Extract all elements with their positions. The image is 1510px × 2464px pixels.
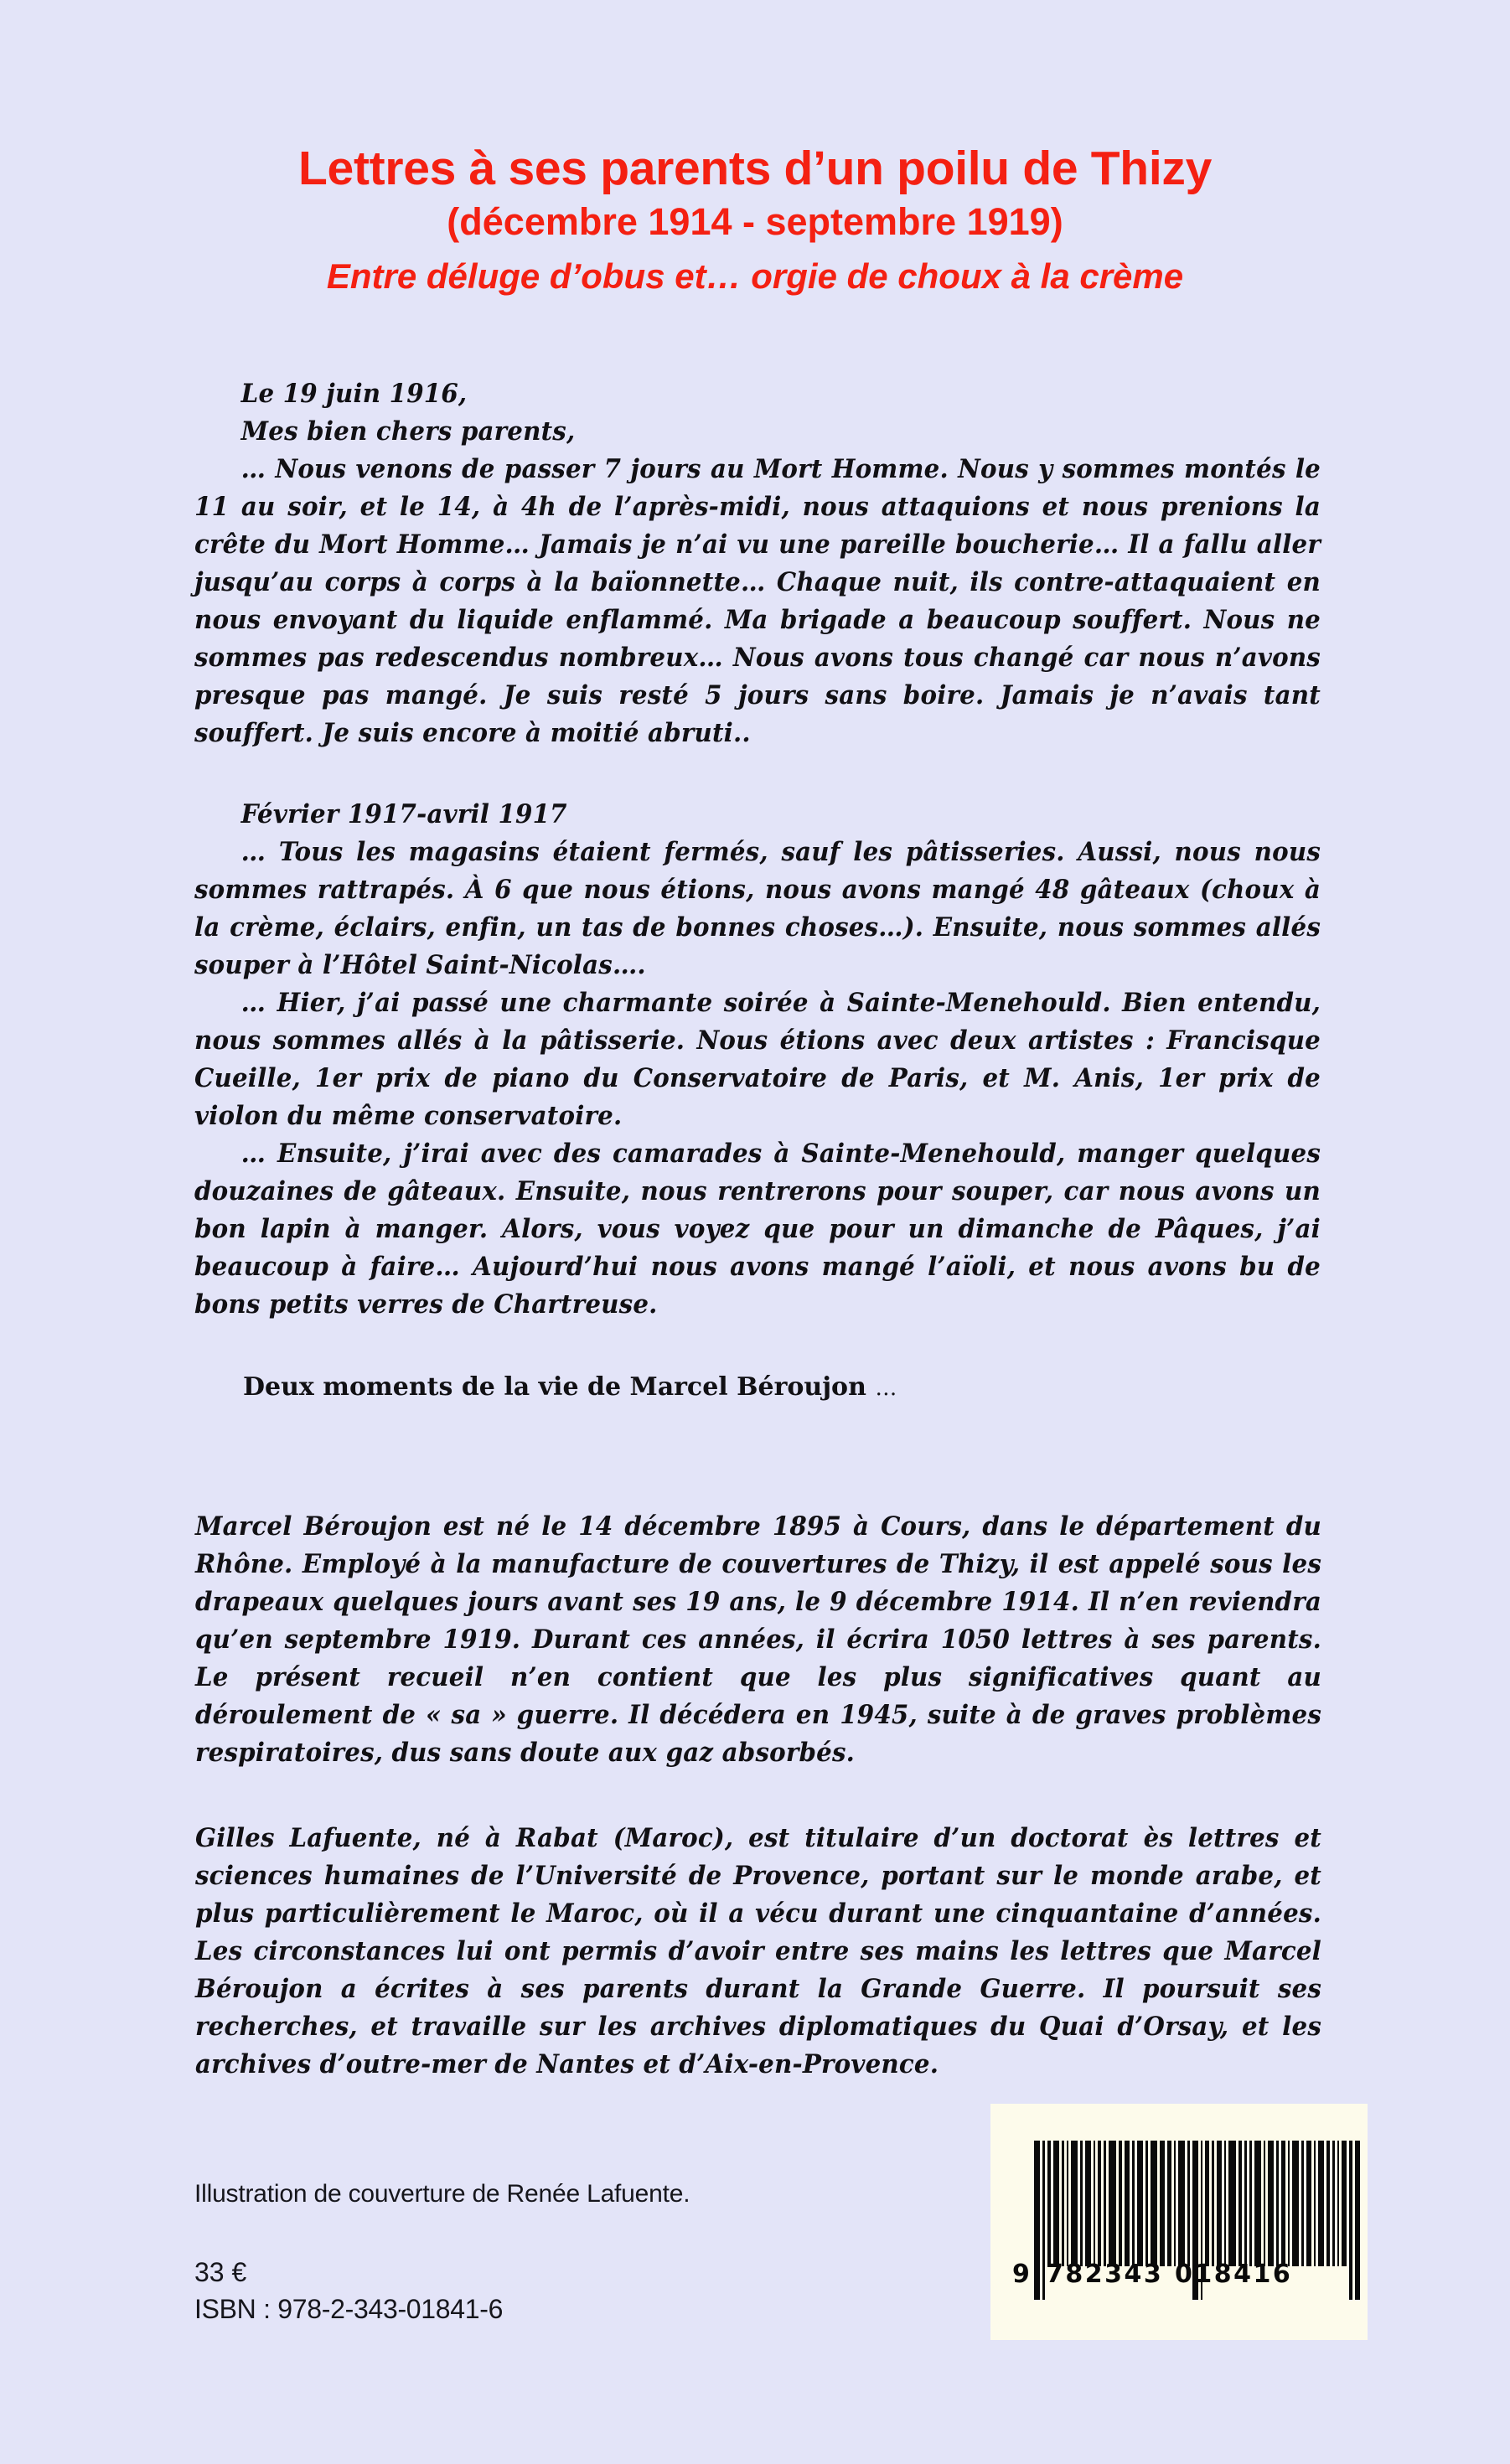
isbn-label: ISBN : 978-2-343-01841-6 xyxy=(194,2294,504,2324)
price-label: 33 € xyxy=(194,2257,247,2287)
barcode-digit-group-left: 9 xyxy=(1012,2260,1032,2289)
biography-subject xyxy=(195,1508,1368,1772)
letter1-body: … Nous venons de passer 7 jours au Mort Homme. Nous y sommes montés le 11 au soir, et le 14, à 4h de l’après-midi, nous attaquions et nous prenions la crête du Mort Homme… Jamais je n’ai vu une pareille boucherie… Il a fallu aller jusqu’au corps à corps à la baïonnette… Chaque nuit, ils contre-attaquaient en nous envoyant du liquide enflammé. Ma brigade a beaucoup souffert. Nous ne sommes pas redescendus nombreux… Nous avons tous changé car nous n’avons presque pas mangé. Je suis resté 5 jours sans boire. Jamais je n’avais tant souffert. Je suis encore à moitié abruti.. xyxy=(194,454,1321,748)
illustration-credit: Illustration de couverture de Renée Lafuente. xyxy=(194,2180,690,2208)
letters-caption-text: Deux moments de la vie de Marcel Béroujon xyxy=(243,1372,866,1402)
title-tagline: Entre déluge d’obus et… orgie de choux à la crème xyxy=(326,256,1184,297)
barcode-bars xyxy=(1034,2141,1363,2266)
letter2-paragraph-2: … Hier, j’ai passé une charmante soirée à Sainte-Menehould. Bien entendu, nous sommes allés à la pâtisserie. Nous étions avec deux artistes : Francisque Cueille, 1er prix de piano du Conservatoire de Paris, et M. Anis, 1er prix de violon du même conservatoire. xyxy=(194,988,1321,1131)
letter1-salutation: Mes bien chers parents, xyxy=(240,416,576,447)
biography-editor-text: Gilles Lafuente, né à Rabat (Maroc), est titulaire d’un doctorat ès lettres et sciences humaines de l’Université de Provence, portant sur le monde arabe, et plus particulièrement le Maroc, où il a vécu durant une cinquantaine d’années. Les circonstances lui ont permis d’avoir entre ses mains les lettres que Marcel Béroujon a écrites à ses parents durant la Grande Guerre. Il poursuit ses recherches, et travaille sur les archives diplomatiques du Quai d’Orsay, et les archives d’outre-mer de Nantes et d’Aix-en-Provence. xyxy=(195,1823,1321,2079)
page-title: Lettres à ses parents d’un poilu de Thizy xyxy=(298,142,1212,195)
barcode-digit-group-mid: 782343 xyxy=(1046,2260,1164,2289)
barcode-digit-group-right: 018416 xyxy=(1175,2260,1293,2289)
letter2-paragraph-3: … Ensuite, j’irai avec des camarades à Sainte-Menehould, manger quelques douzaines de gâteaux. Ensuite, nous rentrerons pour souper, car nous avons un bon lapin à manger. Alors, vous voyez que pour un dimanche de Pâques, j’ai beaucoup à faire… Aujourd’hui nous avons mangé l’aïoli, et nous avons bu de bons petits verres de Chartreuse. xyxy=(194,1139,1321,1320)
letters-caption-ellipsis: … xyxy=(875,1376,897,1401)
footer-block xyxy=(194,2178,690,2326)
letter2-date: Février 1917-avril 1917 xyxy=(240,799,567,829)
biography-editor xyxy=(195,1820,1368,2084)
barcode-panel xyxy=(990,2104,1368,2340)
letter2-paragraph-1: … Tous les magasins étaient fermés, sauf les pâtisseries. Aussi, nous nous sommes rattrapés. À 6 que nous étions, nous avons mangé 48 gâteaux (choux à la crème, éclairs, enfin, un tas de bonnes choses…). Ensuite, nous sommes allés souper à l’Hôtel Saint-Nicolas…. xyxy=(194,837,1321,980)
letters-caption xyxy=(243,1371,897,1405)
biography-subject-text: Marcel Béroujon est né le 14 décembre 1895 à Cours, dans le département du Rhône. Employé à la manufacture de couvertures de Thizy, il est appelé sous les drapeaux quelques jours avant ses 19 ans, le 9 décembre 1914. Il n’en reviendra qu’en septembre 1919. Durant ces années, il écrira 1050 lettres à ses parents. Le présent recueil n’en contient que les plus significatives quant au déroulement de « sa » guerre. Il décédera en 1945, suite à de graves problèmes respiratoires, dus sans doute aux gaz absorbés. xyxy=(195,1511,1321,1768)
letter-excerpts xyxy=(194,375,1368,1324)
title-block xyxy=(0,144,1510,296)
letter1-date: Le 19 juin 1916, xyxy=(240,379,468,409)
title-subtitle: (décembre 1914 - septembre 1919) xyxy=(447,199,1063,243)
